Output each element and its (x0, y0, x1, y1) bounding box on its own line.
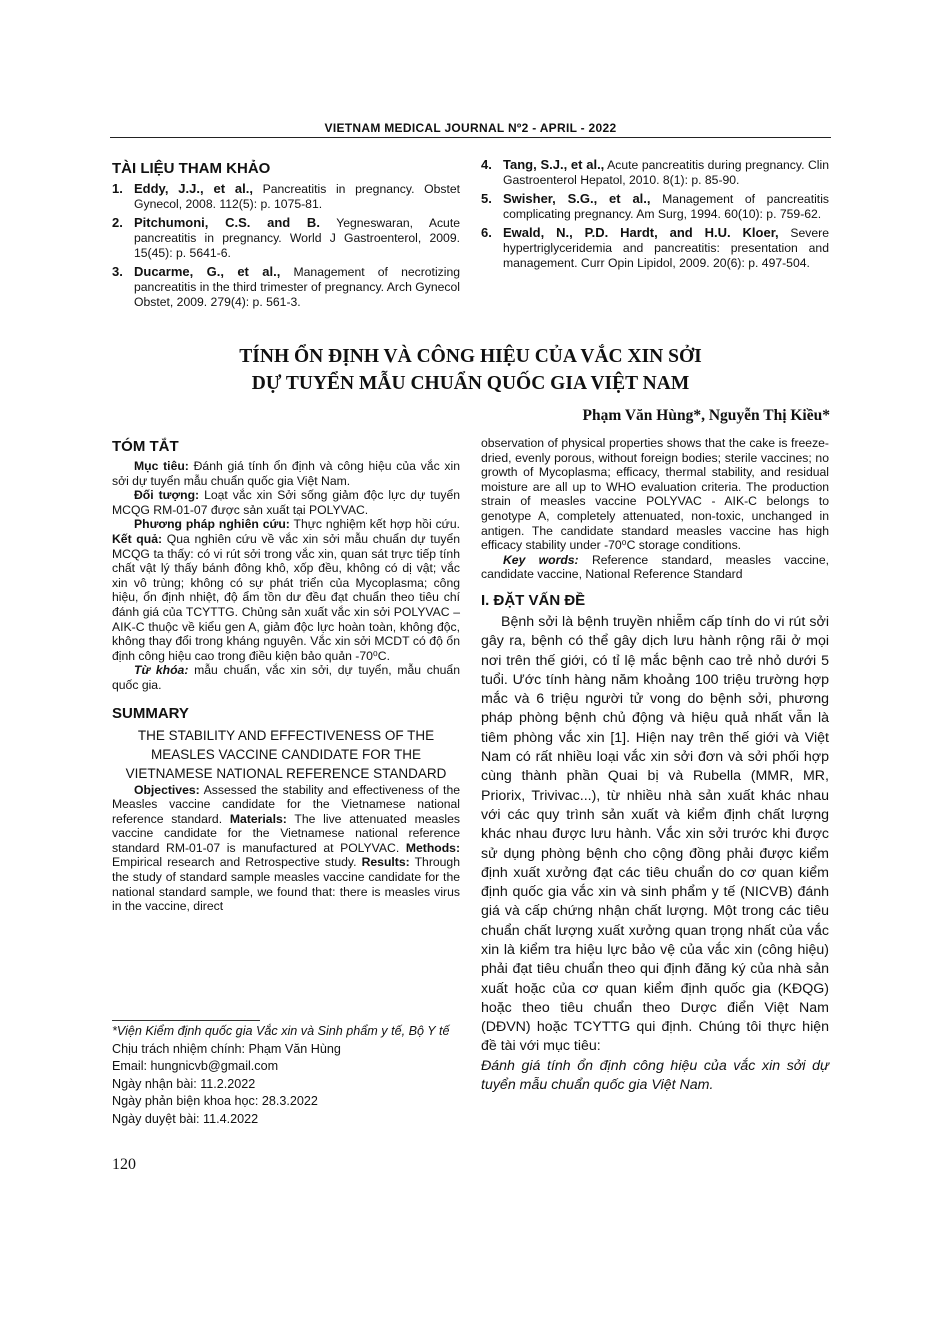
reference-list (112, 181, 460, 310)
intro-objective: Đánh giá tính ổn định công hiệu của vắc xin sởi dự tuyển mẫu chuẩn quốc gia Việt Nam. (481, 1057, 829, 1094)
article-title-line-2: DỰ TUYỂN MẪU CHUẨN QUỐC GIA VIỆT NAM (251, 373, 690, 394)
label: Objectives: (134, 782, 200, 797)
reference-authors: Tang, S.J., et al., (503, 157, 605, 172)
reference-authors: Swisher, S.G., et al., (503, 191, 651, 206)
reference-text: Yegneswaran, Acute pancreatitis in pregnancy. World J Gastroenterol, 2009. 15(45): p. 5641-6. (134, 216, 460, 260)
tom-tat-heading: TÓM TẮT (112, 438, 179, 455)
reference-item (481, 191, 829, 222)
reference-authors: Pitchumoni, C.S. and B. (134, 215, 320, 230)
reference-text: Pancreatitis in pregnancy. Obstet Gynecol, 2008. 112(5): p. 1075-81. (134, 182, 461, 211)
reference-number: 4. (481, 157, 492, 172)
summary-results-continued: observation of physical properties shows that the cake is freeze-dried, evenly porous, without foreign bodies; sterile vaccines; no growth of Mycoplasma; efficacy, thermal stability, and residual moisture are all up to WHO evaluation criteria. The production strain of measles vaccine POLYVAC - AIK-C belongs to genotype A, completely attenuated, non-toxic, unchanged in antigen. The candidate standard measles vaccine has high efficacy stability under -70⁰C storage conditions. (481, 436, 829, 553)
footnote-affiliation: *Viện Kiểm định quốc gia Vắc xin và Sinh phẩm y tế, Bộ Y tế (112, 1024, 450, 1038)
footnote-email: Email: hungnicvb@gmail.com (112, 1059, 279, 1073)
references-left-column (112, 160, 460, 313)
reference-number: 1. (112, 181, 123, 196)
label: Từ khóa: (134, 663, 189, 678)
footnotes (112, 1023, 460, 1128)
reference-item (112, 181, 460, 212)
text: The live attenuated measles vaccine candidate for the Vietnamese national reference standard RM-01-07 is manufactured at POLYVAC. (112, 811, 461, 855)
text: Empirical research and Retrospective study. (112, 855, 357, 870)
article-authors: Phạm Văn Hùng*, Nguyễn Thị Kiều* (582, 407, 830, 424)
label: Mục tiêu: (134, 459, 189, 473)
label: Materials: (229, 811, 287, 826)
text: Through the study of standard sample measles vaccine candidate for the national standard sample, we found that: there is measles virus in the vaccine, direct (112, 855, 460, 914)
summary-heading: SUMMARY (112, 704, 189, 722)
text: mẫu chuẩn, vắc xin sởi, dự tuyển, mẫu chuẩn quốc gia. (112, 663, 460, 692)
reference-authors: Ducarme, G., et al., (134, 264, 281, 279)
label: Key words: (503, 552, 579, 567)
intro-body: Bệnh sởi là bệnh truyền nhiễm cấp tính do vi rút sởi gây ra, bệnh có thể gây dịch lưu hành rộng rãi ở mọi nơi trên thế giới, có tỉ lệ mắc bệnh cao trẻ nhỏ dưới 5 tuổi. Ước tính hàng năm khoảng 100 triệu trường hợp mắc và 6 triệu người tử vong do bệnh sởi, phương pháp phòng bệnh chủ động và hiệu quả nhất vẫn là tiêm phòng vắc xin [1]. Hiện nay trên thế giới và Việt Nam có rất nhiều loại vắc xin sởi đơn và sởi phối hợp cùng thành phần Quai bị và Rubella (MMR, MR, Priorix, Trivivac...), từ nhiều nhà sản xuất khác nhau với các quy trình sản xuất và kiểm định chất lượng khác nhau được lưu hành. Vắc xin sởi trước khi được sử dụng phòng bệnh cho cộng đồng phải được kiểm định xuất xưởng đạt các tiêu chuẩn do cơ quan kiểm định quốc gia vắc xin và sinh phẩm y tế (NICVB) đánh giá và cấp chứng nhận chất lượng. Một trong các tiêu chuẩn chất lượng xuất xưởng quan trọng nhất của vắc xin là kiểm tra hiệu lực bảo vệ của vắc xin (công hiệu) phải đạt tiêu chuẩn theo qui định đăng ký của nhà sản xuất hoặc của cơ quan kiểm định quốc gia (KĐQG) hoặc theo tiêu chuẩn theo Dược điển Việt Nam (DĐVN) hoặc TCYTTG qui định. Chúng tôi thực hiện đề tài với mục tiêu: (481, 613, 829, 1055)
footnote-approved: Ngày duyệt bài: 11.4.2022 (112, 1111, 259, 1126)
left-column (112, 436, 460, 914)
label: Đối tượng: (134, 488, 200, 503)
right-column (481, 436, 829, 1095)
footnote-responsible: Chịu trách nhiệm chính: Phạm Văn Hùng (112, 1041, 341, 1056)
text: Qua nghiên cứu về vắc xin sởi mẫu chuẩn dự tuyển MCQG ta thấy: có vi rút sởi trong vắc xin, quan sát trực tiếp tính chất vật lý thấy bánh đông khô, xốp đều, không có dị vật; vắc xin vô trùng; không có sự phát triển của Mycoplasma; công hiệu, ổn định nhiệt, độ ẩm tồn dư đều đạt chuẩn theo tiêu chí đánh giá của TCYTTG. Chủng sản xuất vắc xin sởi POLYVAC – AIK-C thuộc về kiểu gen A, giảm độc lực hoàn toàn, không độc, không thay đổi trong kháng nguyên. Vắc xin sởi MCDT có độ ổn định công hiệu cao trong điều kiện bảo quản -70⁰C. (112, 531, 461, 663)
reference-number: 5. (481, 191, 492, 206)
reference-item (481, 157, 829, 188)
reference-item (112, 264, 460, 310)
header-rule (110, 137, 831, 138)
journal-header: VIETNAM MEDICAL JOURNAL Nº2 - APRIL - 2022 (324, 121, 617, 135)
summary-body (112, 783, 460, 914)
reference-text: Severe hypertriglyceridemia and pancreatitis: presentation and management. Curr Opin Lipidol, 2009. 20(6): p. 497-504. (503, 226, 829, 270)
reference-text: Management of necrotizing pancreatitis in the third trimester of pregnancy. Arch Gynecol Obstet, 2009. 279(4): p. 561-3. (134, 265, 461, 309)
summary-title: THE STABILITY AND EFFECTIVENESS OF THE MEASLES VACCINE CANDIDATE FOR THE VIETNAMESE NATIONAL REFERENCE STANDARD (125, 727, 447, 781)
reference-number: 6. (481, 225, 492, 240)
footnote-reviewed: Ngày phản biện khoa học: 28.3.2022 (112, 1094, 318, 1108)
references-right-column (481, 157, 829, 274)
page-number: 120 (112, 1156, 136, 1173)
label: Phương pháp nghiên cứu: (134, 517, 290, 532)
tom-tat-subject (112, 488, 460, 517)
tom-tat-keywords (112, 663, 460, 692)
text: Loạt vắc xin Sởi sống giảm độc lực dự tuyển MCQG RM-01-07 được sản xuất tại POLYVAC. (112, 488, 461, 517)
reference-item (481, 225, 829, 271)
reference-text: Management of pancreatitis complicating pregnancy. Am Surg, 1994. 60(10): p. 759-62. (503, 192, 829, 221)
text: Assessed the stability and effectiveness of the Measles vaccine candidate for the Vietnamese national reference standard. (112, 782, 461, 826)
label: Results: (361, 855, 410, 870)
article-title-line-1: TÍNH ỔN ĐỊNH VÀ CÔNG HIỆU CỦA VẮC XIN SỞI (239, 346, 702, 367)
text: Thực nghiệm kết hợp hồi cứu. (293, 517, 460, 532)
label: Kết quả: (112, 531, 163, 546)
reference-text: Acute pancreatitis during pregnancy. Clin Gastroenterol Hepatol, 2010. 8(1): p. 85-90. (503, 158, 829, 187)
summary-keywords (481, 553, 829, 582)
reference-number: 3. (112, 264, 123, 279)
tom-tat-method (112, 517, 460, 663)
footnote-received: Ngày nhận bài: 11.2.2022 (112, 1076, 256, 1091)
label: Methods: (405, 840, 461, 855)
references-heading: TÀI LIỆU THAM KHẢO (112, 160, 271, 177)
reference-list (481, 157, 829, 271)
reference-authors: Eddy, J.J., et al., (134, 181, 253, 196)
tom-tat-objective (112, 459, 460, 488)
intro-heading: I. ĐẶT VẤN ĐỀ (481, 591, 586, 609)
article-title (110, 343, 831, 397)
reference-number: 2. (112, 215, 123, 230)
reference-authors: Ewald, N., P.D. Hardt, and H.U. Kloer, (503, 225, 779, 240)
reference-item (112, 215, 460, 261)
text: Reference standard, measles vaccine, candidate vaccine, National Reference Standard (481, 552, 829, 582)
text: Đánh giá tính ổn định và công hiệu của vắc xin sởi dự tuyển mẫu chuẩn quốc gia Việt Nam. (112, 459, 460, 488)
footnote-rule (112, 1020, 260, 1021)
